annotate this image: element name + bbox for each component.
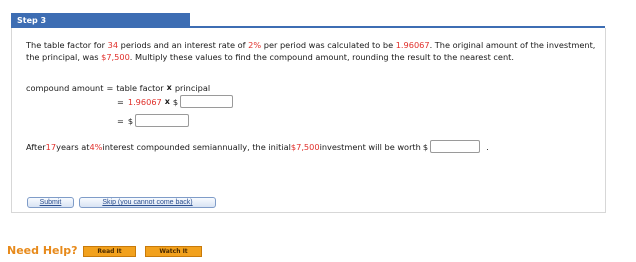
- instructions-text: per period was calculated to be: [261, 40, 396, 50]
- formula-row-definition: [26, 82, 210, 94]
- years-value: 17: [45, 141, 57, 152]
- equals-sign: =: [117, 115, 124, 126]
- conclusion-row: [26, 140, 489, 153]
- sentence-period: .: [486, 141, 489, 152]
- instructions-text: . Multiply these values to find the compound amount, rounding the result to the nearest cent.: [129, 52, 514, 62]
- principal-value: $7,500: [101, 52, 130, 62]
- dollar-sign: $: [422, 141, 429, 152]
- formula-row-substitution: [117, 95, 233, 108]
- instructions-text: periods and an interest rate of: [118, 40, 249, 50]
- instructions-paragraph: [26, 39, 596, 63]
- compound-amount-label: compound amount: [26, 83, 104, 93]
- conclusion-text: interest compounded semiannually, the initial: [102, 141, 291, 152]
- instructions-text: The table factor for: [26, 40, 108, 50]
- table-factor-label: table factor: [116, 83, 164, 93]
- step-title: Step 3: [11, 13, 190, 28]
- conclusion-text: years at: [56, 141, 90, 152]
- conclusion-text: After: [26, 141, 46, 152]
- multiply-icon: x: [164, 96, 170, 106]
- principal-answer-input[interactable]: [180, 95, 233, 108]
- read-it-button[interactable]: Read It: [83, 246, 136, 257]
- conclusion-text: investment will be worth: [319, 141, 421, 152]
- submit-button[interactable]: Submit: [27, 197, 74, 208]
- equals-sign: =: [117, 96, 124, 107]
- initial-amount-value: $7,500: [290, 141, 320, 152]
- need-help-label: Need Help?: [7, 244, 78, 257]
- future-value-input[interactable]: [430, 140, 480, 153]
- compound-amount-input[interactable]: [135, 114, 189, 127]
- watch-it-button[interactable]: Watch It: [145, 246, 202, 257]
- rate-value: 2%: [248, 40, 262, 50]
- periods-value: 34: [107, 40, 119, 50]
- factor-value: 1.96067: [395, 40, 430, 50]
- skip-button[interactable]: Skip (you cannot come back): [79, 197, 216, 208]
- formula-row-result: [117, 114, 189, 127]
- rate-value: 4%: [89, 141, 103, 152]
- dollar-sign: $: [127, 115, 134, 126]
- principal-label: principal: [174, 83, 211, 93]
- multiply-icon: x: [166, 83, 172, 92]
- equals-sign: =: [106, 83, 114, 93]
- instructions-text: . The original amount of the investment, the principal, was: [26, 40, 596, 62]
- dollar-sign: $: [172, 96, 179, 107]
- factor-value: 1.96067: [127, 96, 162, 107]
